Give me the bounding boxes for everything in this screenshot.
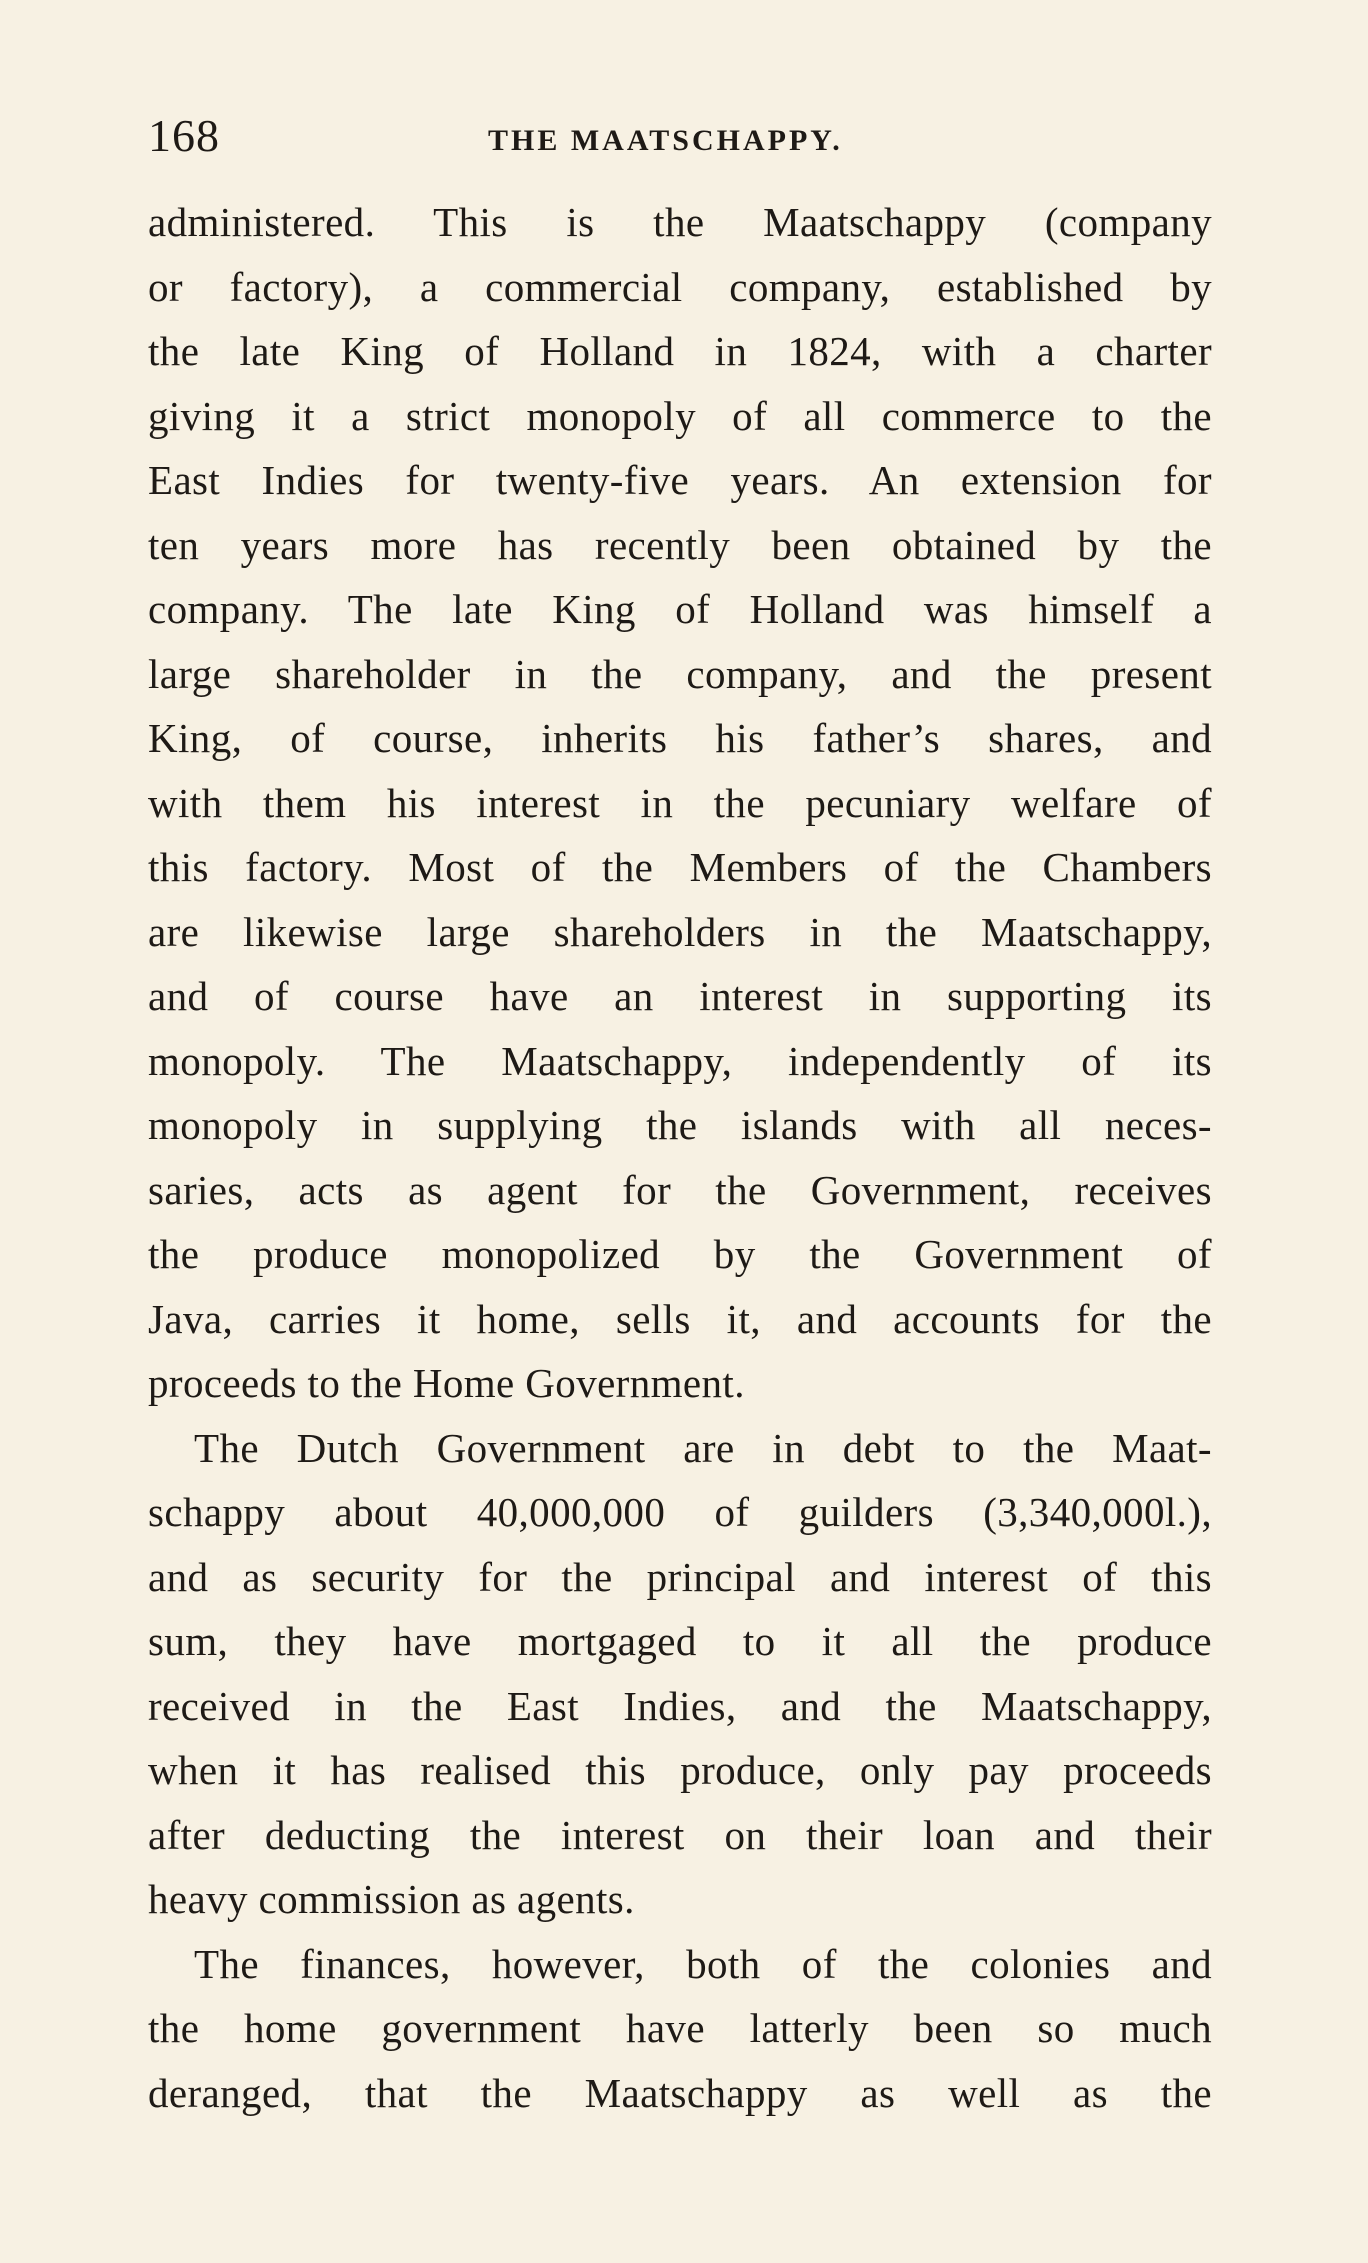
text-line: received in the East Indies, and the Maatschappy, [148, 1682, 1212, 1729]
text-line: King, of course, inherits his father’s shares, and [148, 715, 1212, 761]
text-line: The Dutch Government are in debt to the Maat- [194, 1424, 1212, 1471]
text-line: the home government have latterly been so much [148, 2005, 1212, 2051]
text-line: administered. This is the Maatschappy (company [148, 199, 1212, 245]
text-line: with them his interest in the pecuniary welfare of [148, 779, 1212, 826]
text-line: company. The late King of Holland was himself a [148, 586, 1212, 632]
paragraph [148, 1416, 1212, 1932]
text-line: this factory. Most of the Members of the Chambers [148, 844, 1212, 890]
text-line: East Indies for twenty-five years. An extension for [148, 457, 1212, 503]
page-header [148, 106, 1212, 166]
text-line: heavy commission as agents. [148, 1876, 635, 1922]
text-line: schappy about 40,000,000 of guilders (3,340,000l.), [148, 1489, 1212, 1535]
text-line: proceeds to the Home Government. [148, 1360, 745, 1406]
text-line: after deducting the interest on their loan and their [148, 1811, 1212, 1858]
body-text [148, 190, 1212, 2125]
page-number: 168 [148, 110, 220, 161]
text-line: are likewise large shareholders in the Maatschappy, [148, 908, 1212, 955]
text-line: or factory), a commercial company, established by [148, 263, 1212, 310]
text-line: Java, carries it home, sells it, and accounts for the [148, 1295, 1212, 1342]
text-line: large shareholder in the company, and the present [148, 650, 1212, 697]
text-line: ten years more has recently been obtained by the [148, 521, 1212, 568]
text-line: The finances, however, both of the colonies and [194, 1940, 1212, 1987]
text-line: monopoly in supplying the islands with all neces- [148, 1102, 1212, 1148]
text-line: the late King of Holland in 1824, with a charter [148, 328, 1212, 374]
paragraph [148, 190, 1212, 1416]
text-line: and as security for the principal and interest of this [148, 1553, 1212, 1600]
text-line: giving it a strict monopoly of all commerce to the [148, 392, 1212, 439]
text-line: when it has realised this produce, only pay proceeds [148, 1747, 1212, 1793]
text-line: deranged, that the Maatschappy as well as the [148, 2069, 1212, 2116]
paragraph [148, 1932, 1212, 2126]
running-title: THE MAATSCHAPPY. [488, 124, 843, 157]
text-line: the produce monopolized by the Government of [148, 1231, 1212, 1277]
text-line: monopoly. The Maatschappy, independently of its [148, 1037, 1212, 1084]
text-line: saries, acts as agent for the Government, receives [148, 1166, 1212, 1213]
text-line: and of course have an interest in supporting its [148, 973, 1212, 1019]
text-line: sum, they have mortgaged to it all the produce [148, 1618, 1212, 1664]
